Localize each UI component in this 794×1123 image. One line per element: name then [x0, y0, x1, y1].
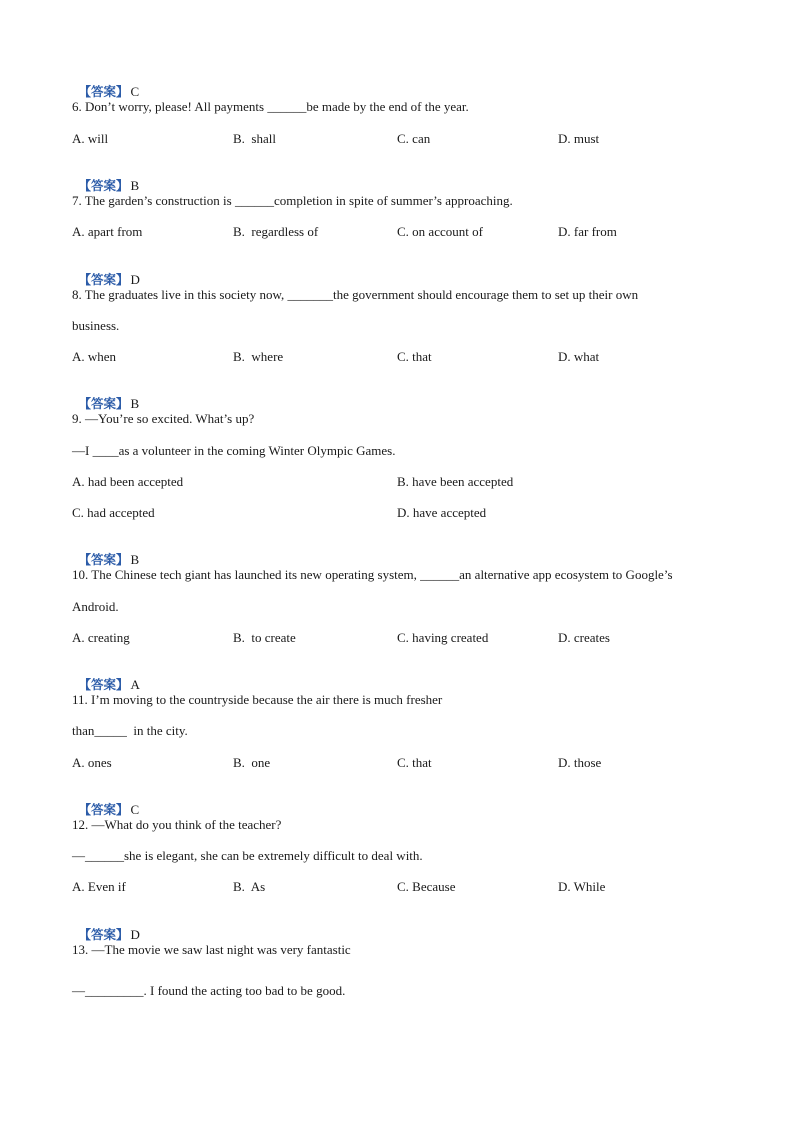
question-12-stem-cont: —______she is elegant, she can be extremely difficult to deal with.	[72, 848, 423, 863]
q9-option-c: C. had accepted	[72, 505, 155, 520]
answer-value: B	[130, 396, 140, 411]
q10-option-a: A. creating	[72, 630, 130, 645]
answer-label: 【答案】	[78, 84, 129, 99]
q6-option-a: A. will	[72, 131, 109, 146]
answer-value: D	[130, 927, 140, 942]
question-10-stem-cont: Android.	[72, 599, 119, 614]
q7-option-b: B. regardless of	[233, 224, 319, 239]
answer-8	[72, 380, 139, 412]
answer-6	[72, 162, 139, 194]
q12-option-c: C. Because	[397, 879, 456, 894]
answer-12	[72, 911, 140, 943]
q11-option-c: C. that	[397, 755, 432, 770]
answer-10	[72, 661, 140, 693]
question-11-stem: 11. I’m moving to the countryside because the air there is much fresher	[72, 692, 443, 707]
q6-option-b: B. shall	[233, 131, 276, 146]
q7-option-a: A. apart from	[72, 224, 143, 239]
q9-option-a: A. had been accepted	[72, 474, 184, 489]
answer-label: 【答案】	[78, 802, 129, 817]
question-13-stem-cont: —_________. I found the acting too bad to be good.	[72, 983, 346, 998]
answer-9	[72, 536, 139, 568]
answer-value: C	[130, 802, 140, 817]
answer-5	[72, 68, 139, 100]
question-13-stem: 13. —The movie we saw last night was very fantastic	[72, 942, 351, 957]
answer-label: 【答案】	[78, 927, 129, 942]
q9-option-d: D. have accepted	[397, 505, 487, 520]
question-12-stem: 12. —What do you think of the teacher?	[72, 817, 282, 832]
q11-option-b: B. one	[233, 755, 271, 770]
q11-option-d: D. those	[558, 755, 602, 770]
question-7-stem: 7. The garden’s construction is ______completion in spite of summer’s approaching.	[72, 193, 513, 208]
q7-option-c: C. on account of	[397, 224, 483, 239]
answer-label: 【答案】	[78, 178, 129, 193]
q8-option-b: B. where	[233, 349, 284, 364]
question-8-stem-cont: business.	[72, 318, 120, 333]
q8-option-d: D. what	[558, 349, 600, 364]
q8-option-c: C. that	[397, 349, 432, 364]
q11-option-a: A. ones	[72, 755, 112, 770]
answer-label: 【答案】	[78, 677, 129, 692]
q9-option-b: B. have been accepted	[397, 474, 514, 489]
question-8-stem: 8. The graduates live in this society now, _______the government should encourage them to set up their own	[72, 287, 639, 302]
answer-value: B	[130, 178, 140, 193]
q7-option-d: D. far from	[558, 224, 617, 239]
question-9-stem-cont: —I ____as a volunteer in the coming Winter Olympic Games.	[72, 443, 396, 458]
q10-option-c: C. having created	[397, 630, 489, 645]
answer-value: B	[130, 552, 140, 567]
answer-value: C	[130, 84, 140, 99]
answer-11	[72, 786, 139, 818]
question-10-stem: 10. The Chinese tech giant has launched its new operating system, ______an alternative app ecosystem to Google’s	[72, 567, 673, 582]
question-9-stem: 9. —You’re so excited. What’s up?	[72, 411, 255, 426]
answer-value: D	[130, 272, 140, 287]
answer-value: A	[130, 677, 140, 692]
answer-label: 【答案】	[78, 396, 129, 411]
q6-option-d: D. must	[558, 131, 600, 146]
answer-label: 【答案】	[78, 272, 129, 287]
q12-option-a: A. Even if	[72, 879, 126, 894]
q12-option-d: D. While	[558, 879, 606, 894]
q10-option-d: D. creates	[558, 630, 610, 645]
question-6-stem: 6. Don’t worry, please! All payments ______be made by the end of the year.	[72, 99, 469, 114]
answer-label: 【答案】	[78, 552, 129, 567]
q6-option-c: C. can	[397, 131, 431, 146]
question-11-stem-cont: than_____ in the city.	[72, 723, 188, 738]
q10-option-b: B. to create	[233, 630, 296, 645]
q8-option-a: A. when	[72, 349, 117, 364]
q12-option-b: B. As	[233, 879, 266, 894]
answer-7	[72, 256, 140, 288]
